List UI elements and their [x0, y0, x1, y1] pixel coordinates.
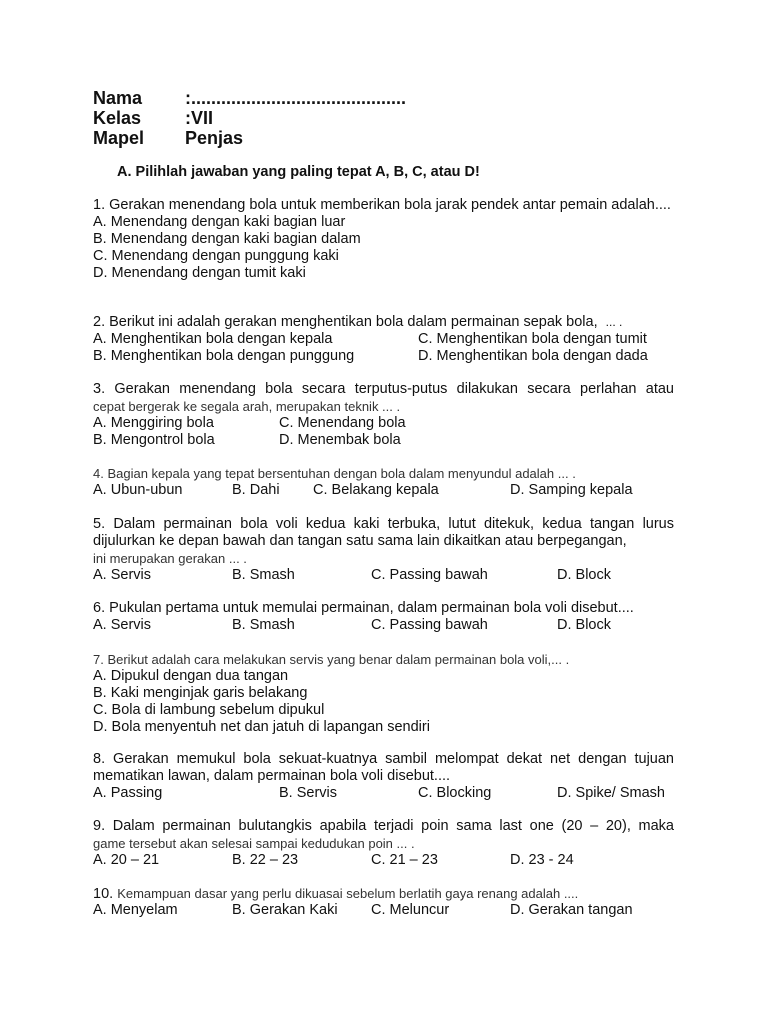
question-10-option-c: C. Meluncur — [371, 902, 450, 918]
question-3-option-b: B. Mengontrol bola — [93, 432, 215, 448]
mapel-label: Mapel — [93, 128, 145, 148]
question-5-option-b: B. Smash — [232, 567, 295, 583]
question-3 — [93, 381, 674, 449]
question-9-stem-line-2: game tersebut akan selesai sampai kedudukan poin ... . — [93, 836, 415, 851]
question-8-option-c: C. Blocking — [418, 785, 492, 801]
question-2-stem-tail: ... . — [605, 315, 623, 329]
question-3-stem-line-2: cepat bergerak ke segala arah, merupakan teknik ... . — [93, 399, 401, 414]
question-5 — [93, 516, 674, 584]
question-1-option-c: C. Menendang dengan punggung kaki — [93, 248, 339, 264]
question-8-option-b: B. Servis — [279, 785, 338, 801]
question-6-options-row — [93, 617, 674, 634]
question-3-option-a: A. Menggiring bola — [93, 415, 214, 431]
question-7-option-c: C. Bola di lambung sebelum dipukul — [93, 702, 325, 718]
question-5-option-a: A. Servis — [93, 567, 152, 583]
question-3-options-row-1 — [93, 415, 674, 432]
question-2-stem: 2. Berikut ini adalah gerakan menghentikan bola dalam permainan sepak bola, — [93, 314, 598, 330]
nama-label: Nama — [93, 88, 143, 108]
question-6-stem: 6. Pukulan pertama untuk memulai permainan, dalam permainan bola voli disebut.... — [93, 600, 634, 616]
question-10-option-d: D. Gerakan tangan — [510, 902, 633, 918]
question-2-stem-line — [93, 314, 674, 331]
question-7-stem: 7. Berikut adalah cara melakukan servis yang benar dalam permainan bola voli,... . — [93, 652, 570, 667]
question-3-option-d: D. Menembak bola — [279, 432, 401, 448]
question-10-number: 10. — [93, 886, 114, 902]
question-8-stem: 8. Gerakan memukul bola sekuat-kuatnya sambil melompat dekat net dengan tujuan mematikan lawan, dalam permainan bola voli disebut.... — [93, 751, 674, 784]
question-1-option-d: D. Menendang dengan tumit kaki — [93, 265, 306, 281]
question-4-option-b: B. Dahi — [232, 482, 280, 498]
question-8 — [93, 751, 674, 802]
question-4-stem: 4. Bagian kepala yang tepat bersentuhan dengan bola dalam menyundul adalah ... . — [93, 466, 576, 481]
question-5-options-row — [93, 567, 674, 584]
question-2-option-c: C. Menghentikan bola dengan tumit — [418, 331, 647, 347]
question-4 — [93, 465, 674, 499]
question-5-option-c: C. Passing bawah — [371, 567, 488, 583]
question-7 — [93, 651, 674, 736]
question-5-option-d: D. Block — [557, 567, 611, 583]
question-9-options-row — [93, 852, 674, 869]
question-9 — [93, 818, 674, 869]
question-9-option-d: D. 23 - 24 — [510, 852, 574, 868]
question-10-option-b: B. Gerakan Kaki — [232, 902, 338, 918]
question-10 — [93, 885, 674, 919]
question-9-option-c: C. 21 – 23 — [371, 852, 438, 868]
kelas-label: Kelas — [93, 108, 142, 128]
question-2-option-d: D. Menghentikan bola dengan dada — [418, 348, 648, 364]
question-4-option-a: A. Ubun-ubun — [93, 482, 183, 498]
question-3-options-row-2 — [93, 432, 674, 449]
question-8-options-row — [93, 785, 674, 802]
question-8-option-d: D. Spike/ Smash — [557, 785, 665, 801]
question-1-option-a: A. Menendang dengan kaki bagian luar — [93, 214, 346, 230]
question-3-stem: 3. Gerakan menendang bola secara terputus-putus dilakukan secara perlahan atau — [93, 381, 674, 397]
question-4-options-row — [93, 482, 674, 499]
question-9-stem: 9. Dalam permainan bulutangkis apabila terjadi poin sama last one (20 – 20), maka — [93, 818, 674, 834]
question-4-option-d: D. Samping kepala — [510, 482, 633, 498]
question-3-option-c: C. Menendang bola — [279, 415, 406, 431]
question-10-option-a: A. Menyelam — [93, 902, 178, 918]
question-10-options-row — [93, 902, 674, 919]
question-8-option-a: A. Passing — [93, 785, 163, 801]
question-6-option-a: A. Servis — [93, 617, 152, 633]
question-10-stem: Kemampuan dasar yang perlu dikuasai sebelum berlatih gaya renang adalah .... — [117, 886, 579, 901]
instruction: A. Pilihlah jawaban yang paling tepat A, B, C, atau D! — [117, 164, 480, 180]
nama-value: :........................................... — [185, 88, 407, 108]
question-6 — [93, 600, 674, 634]
question-2 — [93, 314, 674, 365]
question-7-option-d: D. Bola menyentuh net dan jatuh di lapangan sendiri — [93, 719, 430, 735]
question-7-option-b: B. Kaki menginjak garis belakang — [93, 685, 308, 701]
question-6-option-c: C. Passing bawah — [371, 617, 488, 633]
question-2-option-b: B. Menghentikan bola dengan punggung — [93, 348, 355, 364]
question-6-option-b: B. Smash — [232, 617, 295, 633]
question-1 — [93, 197, 674, 282]
question-4-option-c: C. Belakang kepala — [313, 482, 439, 498]
question-2-option-a: A. Menghentikan bola dengan kepala — [93, 331, 333, 347]
question-2-options-row-2 — [93, 348, 674, 365]
question-5-stem: 5. Dalam permainan bola voli kedua kaki terbuka, lutut ditekuk, kedua tangan lurus dijulurkan ke depan bawah dan tangan satu sama lain dikaitkan atau berpegangan, — [93, 516, 674, 549]
kelas-value: :VII — [185, 108, 214, 128]
question-10-stem-line — [93, 885, 674, 902]
question-1-stem: 1. Gerakan menendang bola untuk memberikan bola jarak pendek antar pemain adalah.... — [93, 197, 671, 213]
question-5-stem-line-3: ini merupakan gerakan ... . — [93, 551, 247, 566]
question-1-option-b: B. Menendang dengan kaki bagian dalam — [93, 231, 361, 247]
mapel-value: Penjas — [185, 128, 244, 148]
question-2-options-row-1 — [93, 331, 674, 348]
question-6-option-d: D. Block — [557, 617, 611, 633]
question-7-option-a: A. Dipukul dengan dua tangan — [93, 668, 289, 684]
question-9-option-b: B. 22 – 23 — [232, 852, 299, 868]
question-9-option-a: A. 20 – 21 — [93, 852, 160, 868]
